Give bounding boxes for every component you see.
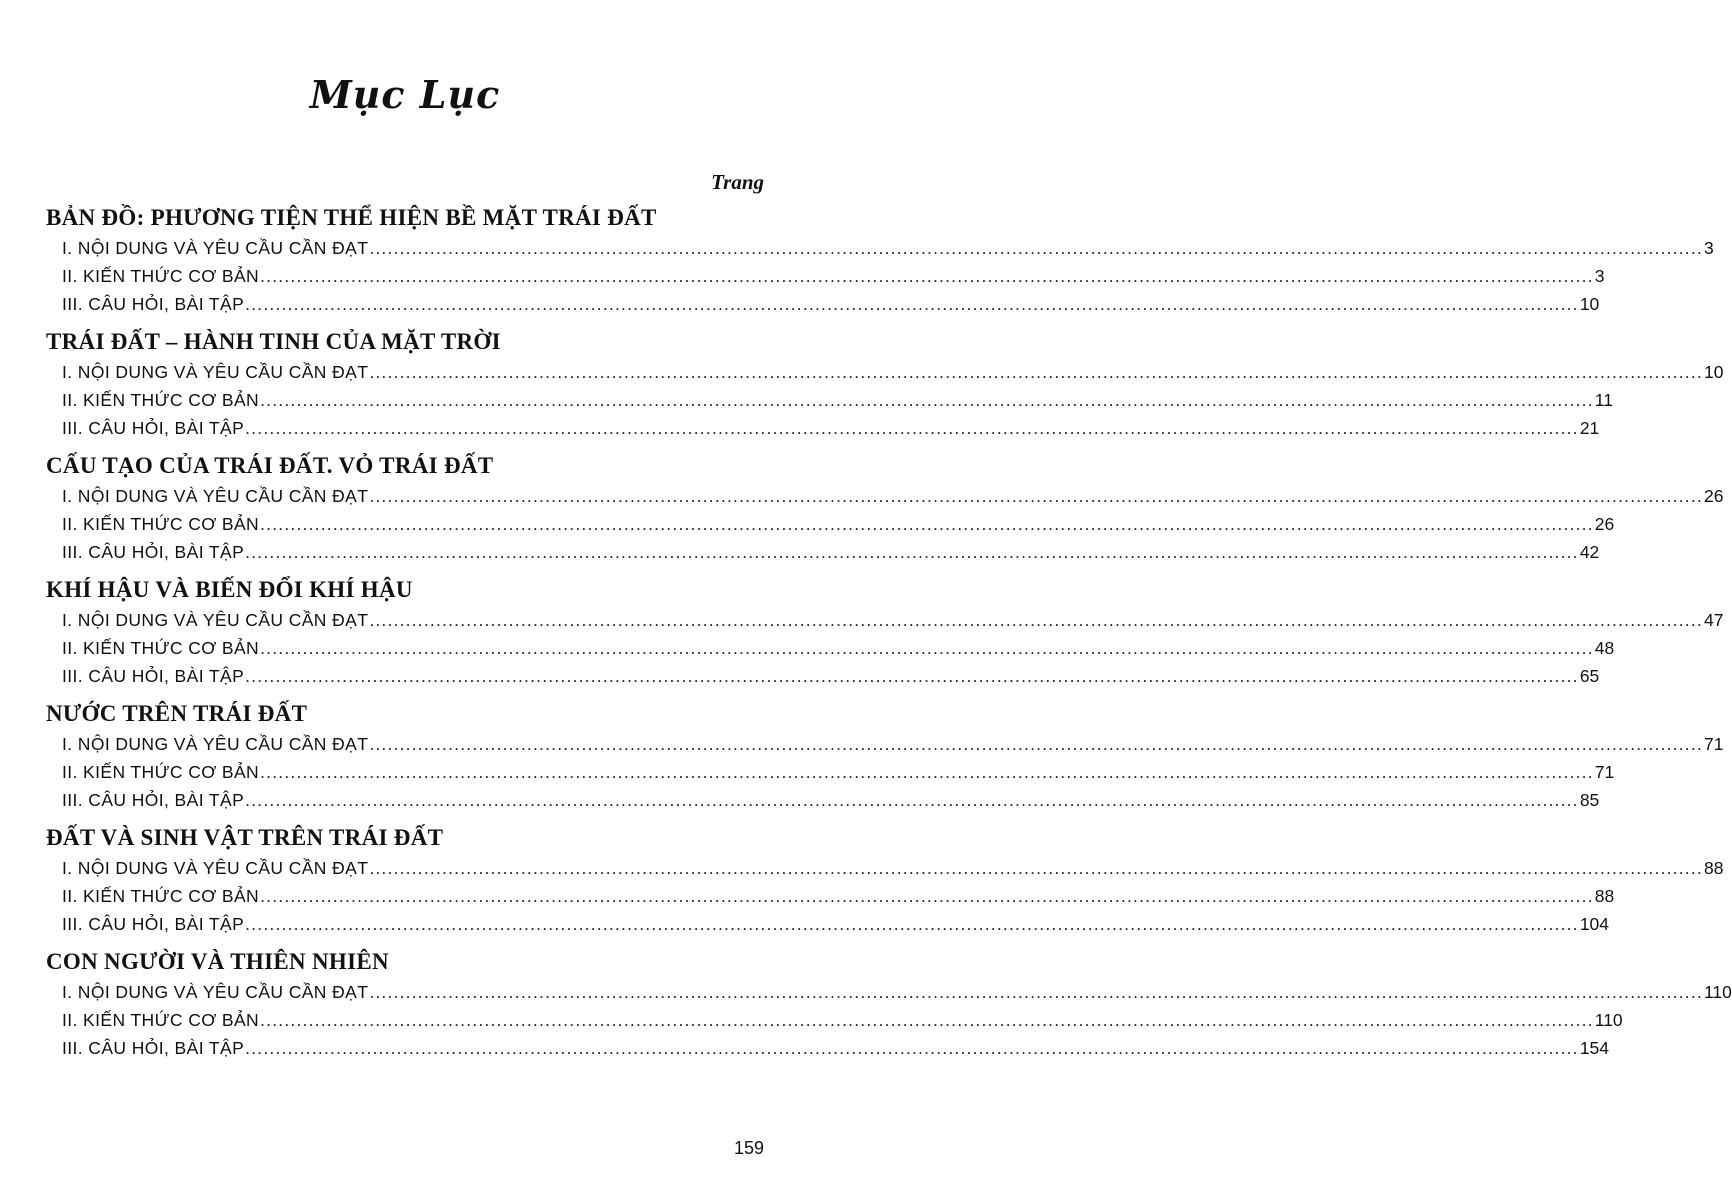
entry-label: I. NỘI DUNG VÀ YÊU CẦU CẦN ĐẠT <box>62 858 369 878</box>
toc-entry[interactable] <box>46 910 1610 938</box>
toc-entry[interactable] <box>46 414 1600 442</box>
toc-chapter <box>46 698 1724 814</box>
toc-entry[interactable] <box>46 978 1732 1006</box>
entry-label: I. NỘI DUNG VÀ YÊU CẦU CẦN ĐẠT <box>62 362 369 382</box>
dot-leader: ............................................................................................................................................................................................................................ <box>369 982 1703 1002</box>
entry-page-number: 3 <box>1703 238 1714 258</box>
entry-label: I. NỘI DUNG VÀ YÊU CẦU CẦN ĐẠT <box>62 610 369 630</box>
toc-entry[interactable] <box>46 606 1724 634</box>
entry-page-number: 47 <box>1703 610 1724 630</box>
entry-page-number: 154 <box>1579 1038 1610 1058</box>
toc-chapter <box>46 450 1724 566</box>
entry-page-number: 48 <box>1594 638 1615 658</box>
dot-leader: ............................................................................................................................................................................................................................ <box>245 1038 1579 1058</box>
dot-leader: ............................................................................................................................................................................................................................ <box>245 542 1579 562</box>
toc-entry[interactable] <box>46 262 1605 290</box>
page-number: 159 <box>733 1138 764 1158</box>
entry-label: II. KIẾN THỨC CƠ BẢN <box>62 638 260 658</box>
entry-page-number: 104 <box>1579 914 1610 934</box>
entry-label: III. CÂU HỎI, BÀI TẬP <box>62 1038 245 1058</box>
toc-chapter <box>46 946 1732 1062</box>
entry-label: I. NỘI DUNG VÀ YÊU CẦU CẦN ĐẠT <box>62 734 369 754</box>
dot-leader: ............................................................................................................................................................................................................................ <box>245 790 1579 810</box>
toc-entry[interactable] <box>46 854 1724 882</box>
toc-entry[interactable] <box>46 758 1615 786</box>
dot-leader: ............................................................................................................................................................................................................................ <box>245 914 1579 934</box>
entry-page-number: 71 <box>1594 762 1615 782</box>
toc-entry[interactable] <box>46 786 1600 814</box>
toc-entry[interactable] <box>46 1034 1610 1062</box>
toc-entry[interactable] <box>46 634 1615 662</box>
page-column-label: Trang <box>711 170 764 194</box>
toc-entry[interactable] <box>46 662 1600 690</box>
entry-label: III. CÂU HỎI, BÀI TẬP <box>62 418 245 438</box>
entry-label: II. KIẾN THỨC CƠ BẢN <box>62 514 260 534</box>
toc-chapter <box>46 822 1724 938</box>
chapter-title[interactable]: TRÁI ĐẤT – HÀNH TINH CỦA MẶT TRỜI <box>46 329 501 354</box>
entry-page-number: 26 <box>1703 486 1724 506</box>
entry-page-number: 10 <box>1703 362 1724 382</box>
entry-label: III. CÂU HỎI, BÀI TẬP <box>62 542 245 562</box>
dot-leader: ............................................................................................................................................................................................................................ <box>260 886 1594 906</box>
entry-page-number: 71 <box>1703 734 1724 754</box>
dot-leader: ............................................................................................................................................................................................................................ <box>260 390 1594 410</box>
entry-label: II. KIẾN THỨC CƠ BẢN <box>62 1010 260 1030</box>
table-of-contents <box>46 202 1732 1070</box>
dot-leader: ............................................................................................................................................................................................................................ <box>245 294 1579 314</box>
toc-chapter <box>46 574 1724 690</box>
chapter-title[interactable]: NƯỚC TRÊN TRÁI ĐẤT <box>46 701 308 726</box>
dot-leader: ............................................................................................................................................................................................................................ <box>260 266 1594 286</box>
entry-page-number: 26 <box>1594 514 1615 534</box>
toc-entry[interactable] <box>46 290 1600 318</box>
entry-page-number: 88 <box>1594 886 1615 906</box>
entry-label: I. NỘI DUNG VÀ YÊU CẦU CẦN ĐẠT <box>62 486 369 506</box>
entry-page-number: 85 <box>1579 790 1600 810</box>
entry-label: II. KIẾN THỨC CƠ BẢN <box>62 886 260 906</box>
entry-page-number: 65 <box>1579 666 1600 686</box>
chapter-title[interactable]: BẢN ĐỒ: PHƯƠNG TIỆN THỂ HIỆN BỀ MẶT TRÁI ĐẤT <box>46 205 657 230</box>
entry-page-number: 42 <box>1579 542 1600 562</box>
dot-leader: ............................................................................................................................................................................................................................ <box>369 362 1703 382</box>
toc-chapter <box>46 326 1724 442</box>
toc-entry[interactable] <box>46 882 1615 910</box>
entry-page-number: 88 <box>1703 858 1724 878</box>
dot-leader: ............................................................................................................................................................................................................................ <box>260 762 1594 782</box>
entry-page-number: 110 <box>1703 982 1732 1002</box>
toc-entry[interactable] <box>46 1006 1623 1034</box>
toc-entry[interactable] <box>46 386 1613 414</box>
dot-leader: ............................................................................................................................................................................................................................ <box>245 418 1579 438</box>
toc-entry[interactable] <box>46 538 1600 566</box>
toc-entry[interactable] <box>46 510 1615 538</box>
entry-label: I. NỘI DUNG VÀ YÊU CẦU CẦN ĐẠT <box>62 982 369 1002</box>
chapter-title[interactable]: ĐẤT VÀ SINH VẬT TRÊN TRÁI ĐẤT <box>46 825 444 850</box>
toc-entry[interactable] <box>46 730 1724 758</box>
entry-label: III. CÂU HỎI, BÀI TẬP <box>62 294 245 314</box>
dot-leader: ............................................................................................................................................................................................................................ <box>369 486 1703 506</box>
toc-chapter <box>46 202 1714 318</box>
entry-page-number: 11 <box>1594 390 1613 410</box>
chapter-title[interactable]: KHÍ HẬU VÀ BIẾN ĐỔI KHÍ HẬU <box>46 577 413 602</box>
page-title: Mục Lục <box>309 72 501 117</box>
entry-label: III. CÂU HỎI, BÀI TẬP <box>62 790 245 810</box>
entry-page-number: 3 <box>1594 266 1605 286</box>
dot-leader: ............................................................................................................................................................................................................................ <box>245 666 1579 686</box>
toc-entry[interactable] <box>46 358 1724 386</box>
entry-label: II. KIẾN THỨC CƠ BẢN <box>62 762 260 782</box>
dot-leader: ............................................................................................................................................................................................................................ <box>260 1010 1594 1030</box>
entry-label: III. CÂU HỎI, BÀI TẬP <box>62 914 245 934</box>
dot-leader: ............................................................................................................................................................................................................................ <box>260 514 1594 534</box>
entry-label: II. KIẾN THỨC CƠ BẢN <box>62 266 260 286</box>
entry-label: II. KIẾN THỨC CƠ BẢN <box>62 390 260 410</box>
dot-leader: ............................................................................................................................................................................................................................ <box>369 858 1703 878</box>
dot-leader: ............................................................................................................................................................................................................................ <box>369 610 1703 630</box>
dot-leader: ............................................................................................................................................................................................................................ <box>369 734 1703 754</box>
entry-page-number: 10 <box>1579 294 1600 314</box>
chapter-title[interactable]: CON NGƯỜI VÀ THIÊN NHIÊN <box>46 949 389 974</box>
entry-page-number: 110 <box>1594 1010 1623 1030</box>
dot-leader: ............................................................................................................................................................................................................................ <box>260 638 1594 658</box>
dot-leader: ............................................................................................................................................................................................................................ <box>369 238 1703 258</box>
toc-entry[interactable] <box>46 234 1714 262</box>
entry-page-number: 21 <box>1579 418 1600 438</box>
chapter-title[interactable]: CẤU TẠO CỦA TRÁI ĐẤT. VỎ TRÁI ĐẤT <box>46 453 494 478</box>
entry-label: III. CÂU HỎI, BÀI TẬP <box>62 666 245 686</box>
toc-entry[interactable] <box>46 482 1724 510</box>
entry-label: I. NỘI DUNG VÀ YÊU CẦU CẦN ĐẠT <box>62 238 369 258</box>
